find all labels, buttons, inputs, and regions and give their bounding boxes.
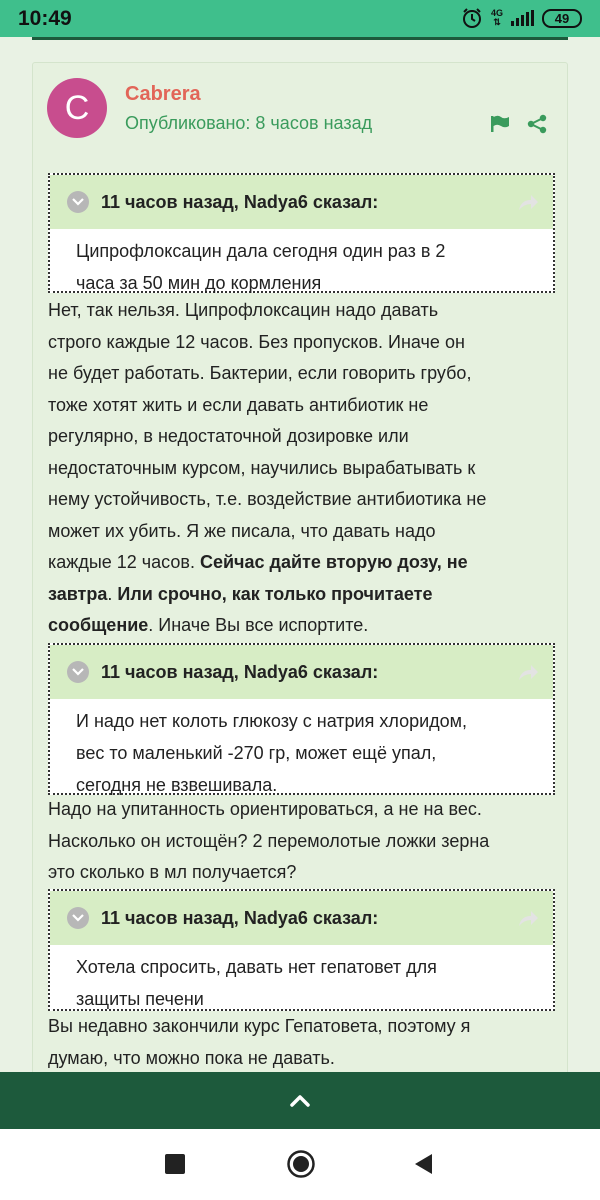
quote-header[interactable] [50, 175, 553, 229]
status-icons [461, 7, 582, 29]
author-name[interactable]: Cabrera [125, 83, 201, 105]
published-time: Опубликовано: 8 часов назад [125, 113, 373, 133]
reply-text: Нет, так нельзя. Ципрофлоксацин надо давать строго каждые 12 часов. Без пропусков. Иначе он не будет работать. Бактерии, если говорить грубо, тоже хотят жить и если давать антибиотик не регулярно, в недостаточной дозировке или недостаточным курсом, научились вырабатывать к нему устойчивость, т.е. воздействие антибиотика не может их убить. Я же писала, что давать надо каждые 12 часов. Сейчас дайте вторую дозу, не завтра. Или срочно, как только прочитаете сообщение. Иначе Вы все испортите. [48, 300, 487, 635]
quote-text: Хотела спросить, давать нет гепатовет для защиты печени [76, 957, 437, 1009]
avatar[interactable]: C [47, 78, 107, 138]
data-arrows-icon: ⇅ [493, 17, 501, 27]
quote-block [48, 643, 555, 795]
post-card [32, 62, 568, 1122]
chevron-down-icon[interactable] [67, 907, 89, 929]
share-arrow-icon[interactable] [517, 192, 539, 212]
scroll-top-bar[interactable] [0, 1072, 600, 1129]
quote-header[interactable] [50, 891, 553, 945]
chevron-down-icon[interactable] [67, 191, 89, 213]
alarm-icon [461, 7, 483, 29]
quote-text: И надо нет колоть глюкозу с натрия хлоридом, вес то маленький -270 гр, может ещё упал, сегодня не взвешивала. [76, 711, 468, 795]
battery-icon: 49 [542, 9, 582, 28]
clock: 10:49 [18, 7, 72, 30]
quote-header[interactable] [50, 645, 553, 699]
status-bar [0, 0, 600, 37]
home-icon[interactable] [286, 1149, 316, 1179]
reply-text: Вы недавно закончили курс Гепатовета, поэтому я думаю, что можно пока не давать. [48, 1016, 471, 1068]
network-type: 4G ⇅ [490, 8, 503, 27]
share-arrow-icon[interactable] [517, 908, 539, 928]
quote-title: 11 часов назад, Nadya6 сказал: [101, 191, 379, 212]
back-icon[interactable] [413, 1153, 433, 1175]
share-arrow-icon[interactable] [517, 662, 539, 682]
quote-text: Ципрофлоксацин дала сегодня один раз в 2 часа за 50 мин до кормления [76, 241, 446, 293]
quote-block [48, 173, 555, 293]
reply-text: Надо на упитанность ориентироваться, а не на вес. Насколько он истощён? 2 перемолотые ложки зерна это сколько в мл получается? [48, 799, 490, 882]
system-nav-bar [0, 1129, 600, 1200]
recent-apps-icon[interactable] [165, 1154, 185, 1174]
quote-title: 11 часов назад, Nadya6 сказал: [101, 907, 379, 928]
divider [32, 37, 568, 40]
chevron-down-icon[interactable] [67, 661, 89, 683]
share-icon[interactable] [527, 114, 547, 134]
chevron-up-icon[interactable] [285, 1091, 315, 1111]
flag-icon[interactable] [490, 115, 510, 133]
signal-icon [511, 10, 534, 26]
quote-title: 11 часов назад, Nadya6 сказал: [101, 661, 379, 682]
quote-block [48, 889, 555, 1011]
